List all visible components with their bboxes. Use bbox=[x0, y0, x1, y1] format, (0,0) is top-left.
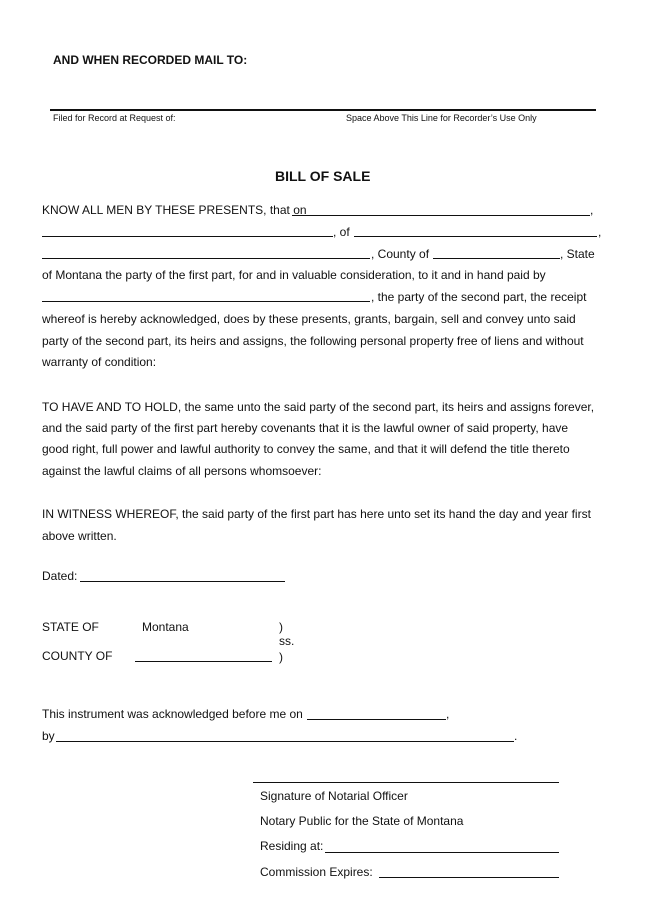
habendum-line-1: TO HAVE AND TO HOLD, the same unto the said party of the second part, its heirs and assigns forever, bbox=[42, 400, 595, 414]
state-text: , State bbox=[560, 247, 595, 261]
witness-line-1: IN WITNESS WHEREOF, the said party of the first part has here unto set its hand the day and year first bbox=[42, 507, 591, 521]
acknowledgment-date-field[interactable] bbox=[307, 719, 446, 720]
second-party-text: , the party of the second part, the receipt bbox=[371, 290, 587, 304]
habendum-line-2: and the said party of the first part hereby covenants that it is the lawful owner of said property, have bbox=[42, 421, 569, 435]
mail-to-heading: AND WHEN RECORDED MAIL TO: bbox=[53, 53, 248, 67]
witness-line-2: above written. bbox=[42, 529, 117, 543]
city-field[interactable] bbox=[42, 258, 370, 259]
first-party-address-field[interactable] bbox=[354, 236, 597, 237]
residing-at-label: Residing at: bbox=[260, 839, 324, 853]
document-title: BILL OF SALE bbox=[275, 168, 371, 184]
acknowledgment-period: . bbox=[514, 729, 518, 743]
recorder-divider-line bbox=[50, 109, 596, 111]
acknowledged-by-field[interactable] bbox=[56, 741, 514, 742]
body-line-6: whereof is hereby acknowledged, does by these presents, grants, bargain, sell and convey unto said bbox=[42, 312, 576, 326]
county-field[interactable] bbox=[433, 258, 560, 259]
notary-signature-line[interactable] bbox=[253, 782, 559, 783]
body-of-text: , of bbox=[333, 225, 350, 239]
body-line-4: of Montana the party of the first part, for and in valuable consideration, to it and in hand paid by bbox=[42, 268, 546, 282]
venue-paren-2: ) bbox=[279, 650, 283, 664]
dated-field[interactable] bbox=[80, 581, 285, 582]
county-of-label: COUNTY OF bbox=[42, 649, 113, 663]
county-of-text: , County of bbox=[371, 247, 430, 261]
dated-label: Dated: bbox=[42, 569, 78, 583]
venue-ss: ss. bbox=[279, 634, 295, 648]
notary-public-label: Notary Public for the State of Montana bbox=[260, 814, 464, 828]
residing-at-field[interactable] bbox=[325, 852, 559, 853]
county-of-field[interactable] bbox=[135, 661, 272, 662]
commission-expires-label: Commission Expires: bbox=[260, 865, 373, 879]
acknowledgment-comma: , bbox=[446, 707, 450, 721]
notary-signature-label: Signature of Notarial Officer bbox=[260, 789, 408, 803]
body-line-1: KNOW ALL MEN BY THESE PRESENTS, that on bbox=[42, 203, 307, 217]
body-line-7: party of the second part, its heirs and assigns, the following personal property free of liens and without bbox=[42, 334, 584, 348]
state-of-label: STATE OF bbox=[42, 620, 99, 634]
acknowledgment-text: This instrument was acknowledged before me on bbox=[42, 707, 303, 721]
filed-for-record-label: Filed for Record at Request of: bbox=[53, 113, 176, 123]
body-comma-2: , bbox=[598, 225, 602, 239]
habendum-line-4: against the lawful claims of all persons whomsoever: bbox=[42, 464, 322, 478]
second-party-name-field[interactable] bbox=[42, 301, 370, 302]
habendum-line-3: good right, full power and lawful authority to convey the same, and that it will defend the title thereto bbox=[42, 442, 570, 456]
recorder-space-label: Space Above This Line for Recorder’s Use Only bbox=[346, 113, 537, 123]
date-of-sale-field[interactable] bbox=[292, 215, 590, 216]
body-line-8: warranty of condition: bbox=[42, 355, 157, 369]
by-label: by bbox=[42, 729, 55, 743]
state-of-value: Montana bbox=[142, 620, 189, 634]
venue-paren-1: ) bbox=[279, 620, 283, 634]
commission-expires-field[interactable] bbox=[379, 877, 559, 878]
first-party-name-field[interactable] bbox=[42, 236, 333, 237]
body-comma-1: , bbox=[590, 203, 594, 217]
